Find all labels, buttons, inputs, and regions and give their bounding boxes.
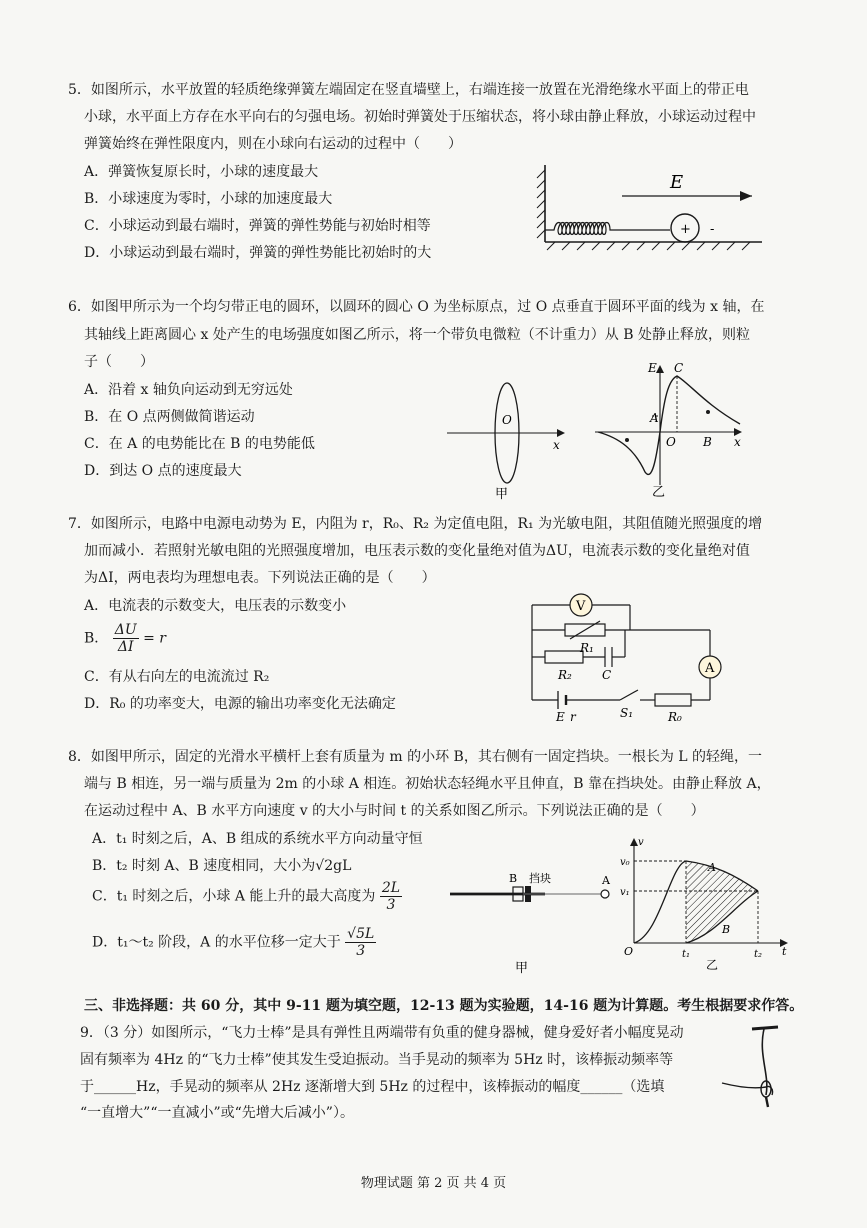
field-label-E: E bbox=[670, 172, 684, 193]
bar-bottom-weight bbox=[766, 1097, 768, 1107]
q7-option-b-rhs: = r bbox=[143, 630, 166, 647]
graph-axis-v: v bbox=[638, 837, 644, 848]
q8-option-a: A．t₁ 时刻之后，A、B 组成的系统水平方向动量守恒 bbox=[92, 831, 423, 847]
fig-label-block: 挡块 bbox=[529, 872, 551, 885]
q7-stem-line3: 为ΔI，两电表均为理想电表。下列说法正确的是（ ） bbox=[84, 570, 436, 586]
ball-A bbox=[601, 890, 609, 898]
q8-option-c bbox=[92, 880, 402, 913]
figure-label-yi: 乙 bbox=[706, 958, 719, 970]
ammeter-label: A bbox=[705, 661, 715, 676]
q7-circuit-figure bbox=[520, 585, 730, 725]
q7-option-b bbox=[84, 622, 166, 655]
q6-option-b: B．在 O 点两侧做简谐运动 bbox=[84, 409, 255, 425]
graph-origin: O bbox=[624, 945, 634, 958]
resistor-R1-label: R₁ bbox=[580, 641, 594, 655]
q8-option-d-text: D．t₁～t₂ 阶段，A 的水平位移一定大于 bbox=[92, 934, 341, 951]
q7-option-c: C．有从右向左的电流流过 R₂ bbox=[84, 669, 270, 685]
figure-label-jia: 甲 bbox=[495, 487, 509, 502]
q9-line3: 于______Hz，手晃动的频率从 2Hz 逐渐增大到 5Hz 的过程中，该棒振动的幅度______（选填 bbox=[80, 1079, 665, 1095]
q6-field-graph bbox=[590, 360, 750, 500]
q6-stem-line1: 6．如图甲所示为一个均匀带正电的圆环，以圆环的圆心 O 为坐标原点，过 O 点垂直于圆环平面的线为 x 轴，在 bbox=[68, 299, 765, 315]
arm bbox=[722, 1083, 773, 1095]
q8-d-frac-num: √5L bbox=[347, 926, 375, 942]
q9-line1: 9．（3 分）如图所示，“飞力士棒”是具有弹性且两端带有负重的健身器械，健身爱好者小幅度晃动 bbox=[80, 1025, 684, 1041]
q8-option-d bbox=[92, 926, 376, 959]
page-footer: 物理试题 第 2 页 共 4 页 bbox=[360, 1176, 507, 1191]
q8-stem-line3: 在运动过程中 A、B 水平方向速度 v 的大小与时间 t 的关系如图乙所示。下列说法正确的是（ ） bbox=[84, 803, 705, 819]
bar-top-weight bbox=[752, 1027, 778, 1029]
q7-stem-line1: 7．如图所示，电路中电源电动势为 E，内阻为 r，R₀、R₂ 为定值电阻，R₁ 为光敏电阻，其阻值随光照强度的增 bbox=[68, 516, 763, 532]
q8-option-c-text: C．t₁ 时刻之后，小球 A 能上升的最大高度为 bbox=[92, 888, 376, 905]
q6-stem-line2: 其轴线上距离圆心 x 处产生的电场强度如图乙所示，将一个带负电微粒（不计重力）从 B 处静止释放，则粒 bbox=[84, 327, 750, 343]
q7-option-b-label: B． bbox=[84, 630, 109, 647]
q6-option-a: A．沿着 x 轴负向运动到无穷远处 bbox=[84, 382, 293, 398]
minus-mark: - bbox=[710, 222, 715, 237]
q8-c-frac-num: 2L bbox=[381, 880, 401, 896]
switch-label: S₁ bbox=[620, 706, 634, 720]
q6-stem-line3: 子（ ） bbox=[84, 354, 154, 370]
graph-axis-E: E bbox=[648, 361, 657, 375]
q6-option-d: D．到达 O 点的速度最大 bbox=[84, 463, 242, 479]
q7-option-d: D．R₀ 的功率变大，电源的输出功率变化无法确定 bbox=[84, 696, 396, 712]
graph-point-B: B bbox=[703, 435, 712, 449]
q8-rod-figure bbox=[445, 860, 625, 980]
graph-origin-O: O bbox=[666, 435, 676, 449]
curve-A-label: A bbox=[708, 861, 716, 874]
q8-option-b: B．t₂ 时刻 A、B 速度相同，大小为√2gL bbox=[92, 858, 352, 874]
q5-stem-line1: 5．如图所示，水平放置的轻质绝缘弹簧左端固定在竖直墙壁上，右端连接一放置在光滑绝缘水平面上的带正电 bbox=[68, 82, 749, 98]
graph-point-C: C bbox=[674, 361, 684, 375]
resistor-R2-label: R₂ bbox=[558, 668, 572, 682]
fig-label-A: A bbox=[602, 874, 610, 887]
q5-option-d: D．小球运动到最右端时，弹簧的弹性势能比初始时的大 bbox=[84, 245, 432, 261]
graph-t2-label: t₂ bbox=[754, 949, 763, 960]
graph-axis-t: t bbox=[782, 945, 787, 958]
capacitor-label: C bbox=[602, 668, 612, 682]
section-3-heading: 三、非选择题：共 60 分，其中 9-11 题为填空题，12-13 题为实验题，14-16 题为计算题。考生根据要求作答。 bbox=[84, 998, 804, 1014]
q8-c-frac-den: 3 bbox=[386, 897, 396, 913]
graph-point-A: A bbox=[650, 411, 659, 425]
q8-stem-line2: 端与 B 相连，另一端与质量为 2m 的小球 A 相连。初始状态轻绳水平且伸直，B 靠在挡块处。由静止释放 A， bbox=[84, 776, 771, 792]
field-curve bbox=[598, 376, 740, 474]
q8-stem-line1: 8．如图甲所示，固定的光滑水平横杆上套有质量为 m 的小环 B，其右侧有一固定挡块。一根长为 L 的轻绳，一 bbox=[68, 749, 763, 765]
voltmeter-label: V bbox=[576, 599, 586, 614]
q5-stem-line2: 小球，水平面上方存在水平向右的匀强电场。初始时弹簧处于压缩状态，将小球由静止释放，小球运动过程中 bbox=[84, 109, 756, 125]
fig-label-B: B bbox=[509, 872, 518, 885]
figure-label-jia: 甲 bbox=[515, 961, 529, 976]
ball-plus-sign: + bbox=[680, 222, 691, 237]
q9-line2: 固有频率为 4Hz 的“飞力士棒”使其发生受迫振动。当手晃动的频率为 5Hz 时，该棒振动频率等 bbox=[80, 1052, 674, 1068]
q5-spring-figure bbox=[530, 160, 770, 255]
q6-ring-figure bbox=[445, 378, 575, 503]
q5-option-c: C．小球运动到最右端时，弹簧的弹性势能与初始时相等 bbox=[84, 218, 431, 234]
ring-center-label: O bbox=[502, 413, 512, 427]
curve-B-label: B bbox=[722, 923, 731, 936]
ring-axis-label: x bbox=[553, 438, 560, 452]
q5-stem-line3: 弹簧始终在弹性限度内，则在小球向右运动的过程中（ ） bbox=[84, 136, 462, 152]
q7-option-a: A．电流表的示数变大，电压表的示数变小 bbox=[84, 598, 347, 614]
resistor-R0-label: R₀ bbox=[668, 710, 682, 724]
graph-t1-label: t₁ bbox=[682, 949, 691, 960]
q8-option-c-fraction bbox=[380, 880, 402, 913]
internal-resistance-label: r bbox=[570, 710, 576, 724]
q8-d-frac-den: 3 bbox=[356, 943, 366, 959]
q7-stem-line2: 加而减小．若照射光敏电阻的光照强度增加，电压表示数的变化量绝对值为ΔU，电流表示数的变化量绝对值 bbox=[84, 543, 750, 559]
q8-vt-graph bbox=[620, 835, 795, 970]
q5-option-a: A．弹簧恢复原长时，小球的速度最大 bbox=[84, 164, 319, 180]
q9-line4: “一直增大”“一直减小”或“先增大后减小”）。 bbox=[80, 1105, 354, 1121]
emf-label: E bbox=[556, 710, 565, 724]
graph-v1-label: v₁ bbox=[620, 887, 630, 898]
q7-frac-num: ΔU bbox=[114, 622, 137, 638]
q5-option-b: B．小球速度为零时，小球的加速度最大 bbox=[84, 191, 333, 207]
q8-option-d-fraction bbox=[345, 926, 376, 959]
q7-option-b-fraction bbox=[113, 622, 139, 655]
flexi-bar bbox=[762, 1029, 767, 1095]
q7-frac-den: ΔI bbox=[117, 639, 134, 655]
graph-axis-x: x bbox=[734, 435, 741, 449]
q6-option-c: C．在 A 的电势能比在 B 的电势能低 bbox=[84, 436, 315, 452]
figure-label-yi: 乙 bbox=[652, 485, 666, 500]
q9-flexi-bar-figure bbox=[718, 1015, 788, 1110]
graph-v0-label: v₀ bbox=[620, 857, 630, 868]
